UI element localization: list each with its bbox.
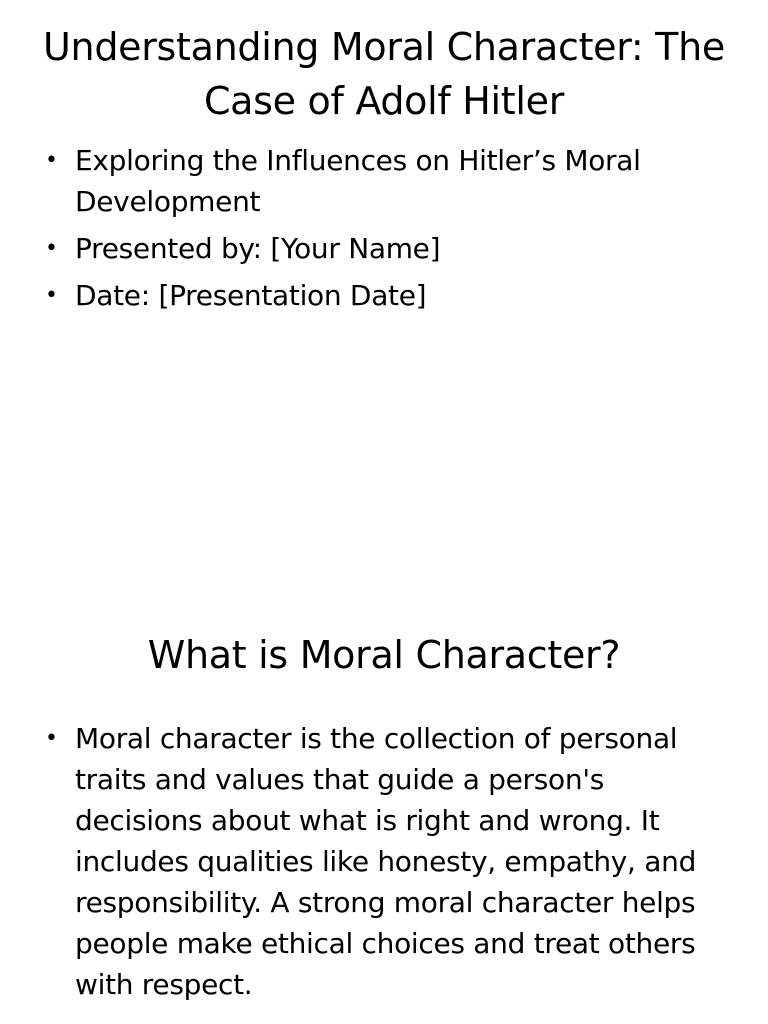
slide-moral-character [0,512,768,1024]
slide-title: What is Moral Character? [147,633,621,677]
bullet-icon: • [45,283,58,308]
bullet-text: Presented by: [Your Name] [75,232,441,265]
bullet-item [40,140,712,222]
bullet-item [40,275,712,316]
bullet-text: Date: [Presentation Date] [75,279,427,312]
bullet-item [40,228,712,269]
bullet-icon: • [45,726,58,751]
bullet-item [40,718,712,1005]
bullet-icon: • [45,148,58,173]
bullet-icon: • [45,236,58,261]
bullet-text: Moral character is the collection of personal traits and values that guide a person's decisions about what is right and wrong. It includes qualities like honesty, empathy, and responsibility. A strong moral character helps people make ethical choices and treat others with respect. [75,722,697,1001]
bullet-text: Exploring the Influences on Hitler’s Moral Development [75,144,641,218]
bullet-list [40,140,712,322]
bullet-list [40,718,712,1005]
slide-title: Understanding Moral Character: The Case of Adolf Hitler [43,25,725,123]
